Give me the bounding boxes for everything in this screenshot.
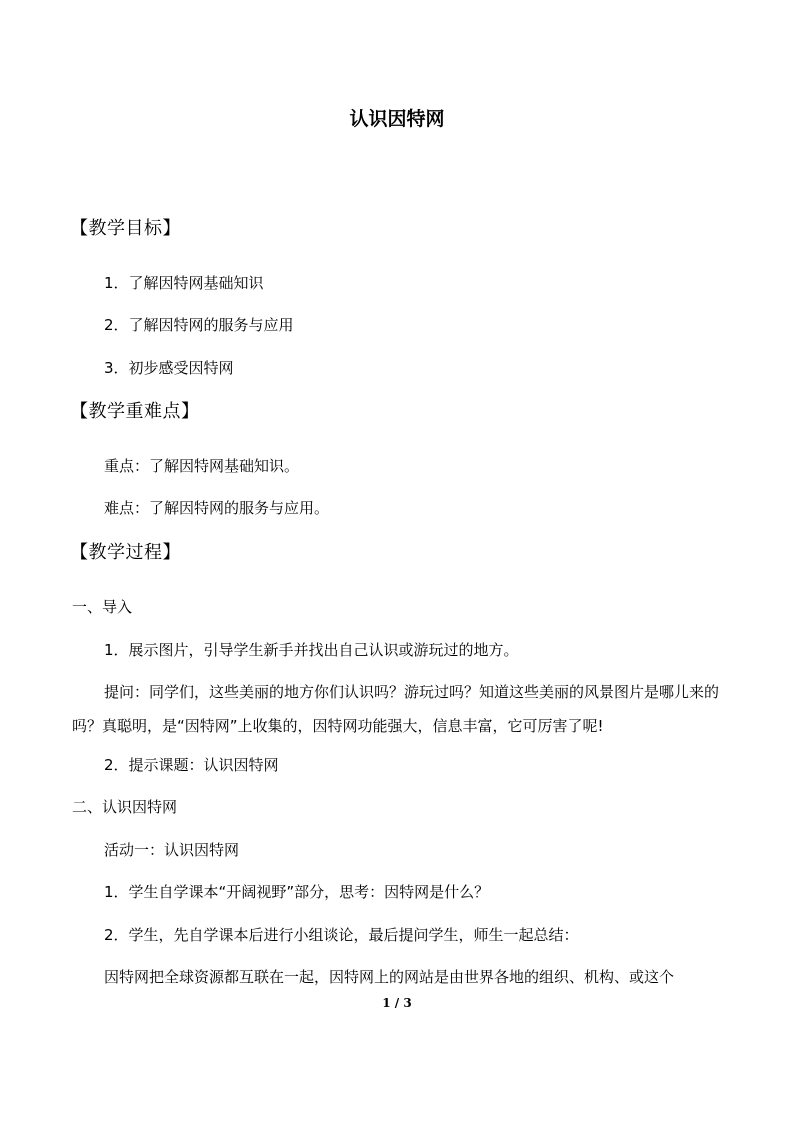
part2-summary: 因特网把全球资源都互联在一起，因特网上的网站是由世界各地的组织、机构、或这个 <box>104 968 675 986</box>
page-title: 认识因特网 <box>349 108 445 130</box>
key-point-difficulty: 难点：了解因特网的服务与应用。 <box>104 499 330 517</box>
key-point-focus: 重点：了解因特网基础知识。 <box>104 457 300 475</box>
part1-step1: 1．展示图片，引导学生新手并找出自己认识或游玩过的地方。 <box>104 641 519 659</box>
part1-step2: 2．提示课题：认识因特网 <box>104 756 279 774</box>
section-heading-key-points: 【教学重难点】 <box>70 401 200 422</box>
goal-item-2: 2．了解因特网的服务与应用 <box>104 316 294 334</box>
section-heading-process: 【教学过程】 <box>70 542 181 563</box>
section-heading-goals: 【教学目标】 <box>70 218 181 239</box>
part1-title: 一、导入 <box>72 598 133 616</box>
part2-step1: 1．学生自学课本“开阔视野”部分，思考：因特网是什么？ <box>104 883 490 901</box>
goal-item-3: 3．初步感受因特网 <box>104 359 234 377</box>
goal-item-1: 1．了解因特网基础知识 <box>104 274 264 292</box>
part1-question: 提问：同学们，这些美丽的地方你们认识吗？游玩过吗？知道这些美丽的风景图片是哪儿来的吗？真聪明，是“因特网”上收集的，因特网功能强大，信息丰富，它可厉害了呢! <box>72 683 720 735</box>
page-number: 1 / 3 <box>382 996 412 1010</box>
part2-title: 二、认识因特网 <box>72 798 178 816</box>
part2-step2: 2．学生，先自学课本后进行小组谈论，最后提问学生，师生一起总结： <box>104 926 579 944</box>
activity1-label: 活动一：认识因特网 <box>104 841 240 859</box>
